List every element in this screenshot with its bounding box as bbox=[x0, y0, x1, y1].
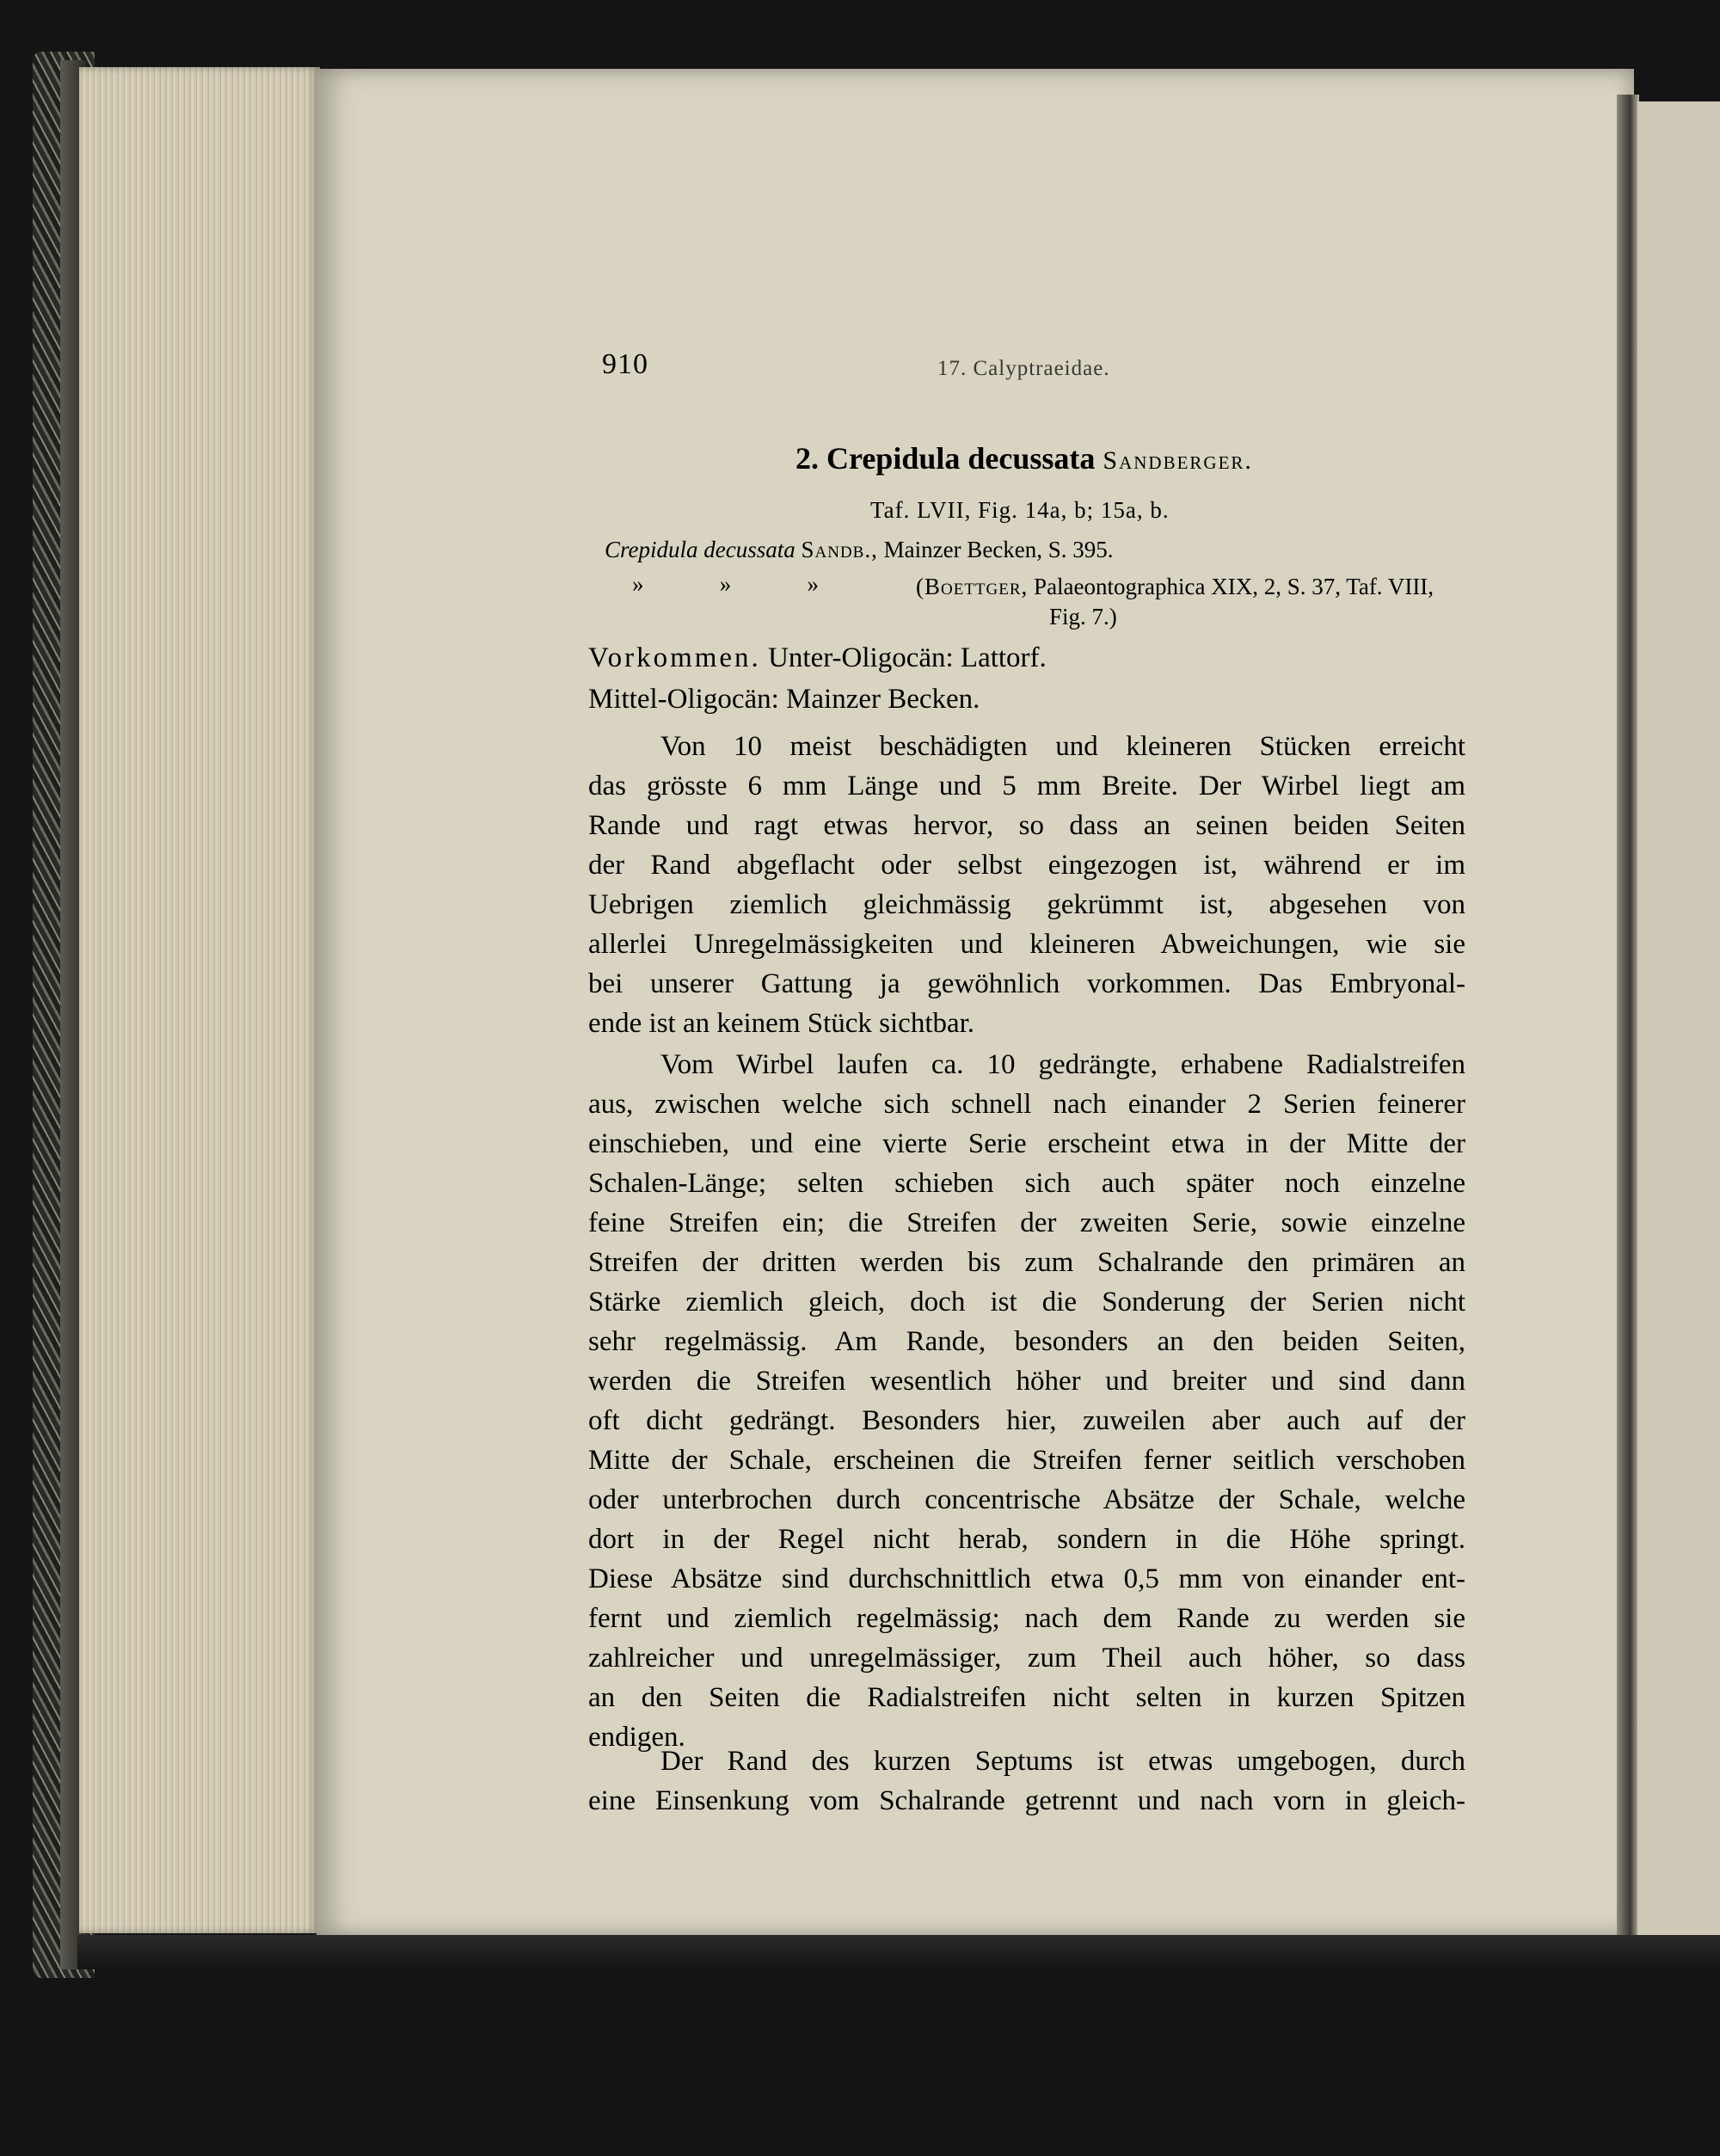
synonym-taxon: Crepidula decussata bbox=[605, 537, 796, 562]
synonym-author-2: (Boettger, bbox=[916, 574, 1029, 599]
text-line: bei unserer Gattung ja gewöhnlich vorkommen. Das Embryonal- bbox=[588, 968, 1465, 999]
text-line: endigen. bbox=[588, 1722, 685, 1753]
text-line: eine Einsenkung vom Schalrande getrennt und nach vorn in gleich- bbox=[588, 1785, 1465, 1816]
text-line: einschieben, und eine vierte Serie erscheint etwa in der Mitte der bbox=[588, 1128, 1465, 1159]
text-line: oft dicht gedrängt. Besonders hier, zuweilen aber auch auf der bbox=[588, 1405, 1465, 1436]
text-line: zahlreicher und unregelmässiger, zum Theil auch höher, so dass bbox=[588, 1643, 1465, 1674]
running-head: 17. Calyptraeidae. bbox=[937, 357, 1110, 380]
species-author: Sandberger. bbox=[1103, 446, 1253, 475]
text-line: Vom Wirbel laufen ca. 10 gedrängte, erhabene Radialstreifen bbox=[660, 1049, 1465, 1080]
synonym-figure: Fig. 7.) bbox=[1049, 604, 1117, 630]
occurrence-line-1 bbox=[588, 638, 1465, 678]
synonym-citation bbox=[916, 571, 1501, 602]
text-line: Streifen der dritten werden bis zum Schalrande den primären an bbox=[588, 1247, 1465, 1278]
synonym-source-2: Palaeontographica XIX, 2, S. 37, Taf. VIII, bbox=[1034, 574, 1434, 599]
text-line: ende ist an keinem Stück sichtbar. bbox=[588, 1008, 975, 1039]
book-gutter bbox=[1617, 95, 1639, 1944]
ditto-mark: » bbox=[807, 571, 819, 597]
synonym-source: Mainzer Becken, S. 395. bbox=[883, 537, 1114, 562]
text-line: Uebrigen ziemlich gleichmässig gekrümmt ist, abgesehen von bbox=[588, 889, 1465, 920]
synonymy-line-2 bbox=[632, 571, 1492, 630]
text-line: Rande und ragt etwas hervor, so dass an seinen beiden Seiten bbox=[588, 810, 1465, 841]
occurrence-label: Vorkommen. bbox=[588, 642, 761, 673]
text-line: dort in der Regel nicht herab, sondern in die Höhe springt. bbox=[588, 1524, 1465, 1555]
book-cover-bottom bbox=[77, 1935, 1720, 1969]
occurrence-line-2: Mittel-Oligocän: Mainzer Becken. bbox=[588, 684, 980, 715]
facing-page-edge bbox=[1637, 101, 1720, 1946]
text-line: Mitte der Schale, erscheinen die Streifen ferner seitlich verschoben bbox=[588, 1445, 1465, 1476]
paragraph-1 bbox=[588, 727, 1465, 1043]
text-line: fernt und ziemlich regelmässig; nach dem Rande zu werden sie bbox=[588, 1603, 1465, 1634]
text-line: Diese Absätze sind durchschnittlich etwa 0,5 mm von einander ent- bbox=[588, 1563, 1465, 1594]
paragraph-2 bbox=[588, 1045, 1465, 1757]
text-line: feine Streifen ein; die Streifen der zweiten Serie, sowie einzelne bbox=[588, 1207, 1465, 1238]
paragraph-3 bbox=[588, 1741, 1465, 1821]
page-block-edges bbox=[79, 67, 320, 1933]
text-line: allerlei Unregelmässigkeiten und kleineren Abweichungen, wie sie bbox=[588, 929, 1465, 960]
text-line: Stärke ziemlich gleich, doch ist die Sonderung der Serien nicht bbox=[588, 1287, 1465, 1318]
text-line: sehr regelmässig. Am Rande, besonders an den beiden Seiten, bbox=[588, 1326, 1465, 1357]
occurrence-lower-oligocene: Unter-Oligocän: Lattorf. bbox=[768, 642, 1047, 673]
ditto-mark: » bbox=[632, 571, 644, 597]
page-number: 910 bbox=[602, 348, 648, 380]
synonymy-line-1 bbox=[605, 537, 1114, 563]
text-line: Der Rand des kurzen Septums ist etwas umgebogen, durch bbox=[660, 1746, 1465, 1777]
synonym-author: Sandb., bbox=[801, 537, 878, 562]
text-line: Schalen-Länge; selten schieben sich auch später noch einzelne bbox=[588, 1168, 1465, 1199]
text-line: aus, zwischen welche sich schnell nach einander 2 Serien feinerer bbox=[588, 1089, 1465, 1120]
page-header bbox=[602, 348, 1161, 391]
text-line: das grösste 6 mm Länge und 5 mm Breite. Der Wirbel liegt am bbox=[588, 771, 1465, 802]
text-line: an den Seiten die Radialstreifen nicht selten in kurzen Spitzen bbox=[588, 1682, 1465, 1713]
text-line: oder unterbrochen durch concentrische Absätze der Schale, welche bbox=[588, 1484, 1465, 1515]
species-name: 2. Crepidula decussata bbox=[796, 441, 1096, 476]
plate-reference: Taf. LVII, Fig. 14a, b; 15a, b. bbox=[870, 497, 1170, 523]
text-line: Von 10 meist beschädigten und kleineren Stücken erreicht bbox=[660, 731, 1465, 762]
text-line: der Rand abgeflacht oder selbst eingezogen ist, während er im bbox=[588, 850, 1465, 881]
ditto-mark: » bbox=[719, 571, 732, 597]
text-line: werden die Streifen wesentlich höher und breiter und sind dann bbox=[588, 1366, 1465, 1397]
species-title bbox=[796, 440, 1312, 476]
